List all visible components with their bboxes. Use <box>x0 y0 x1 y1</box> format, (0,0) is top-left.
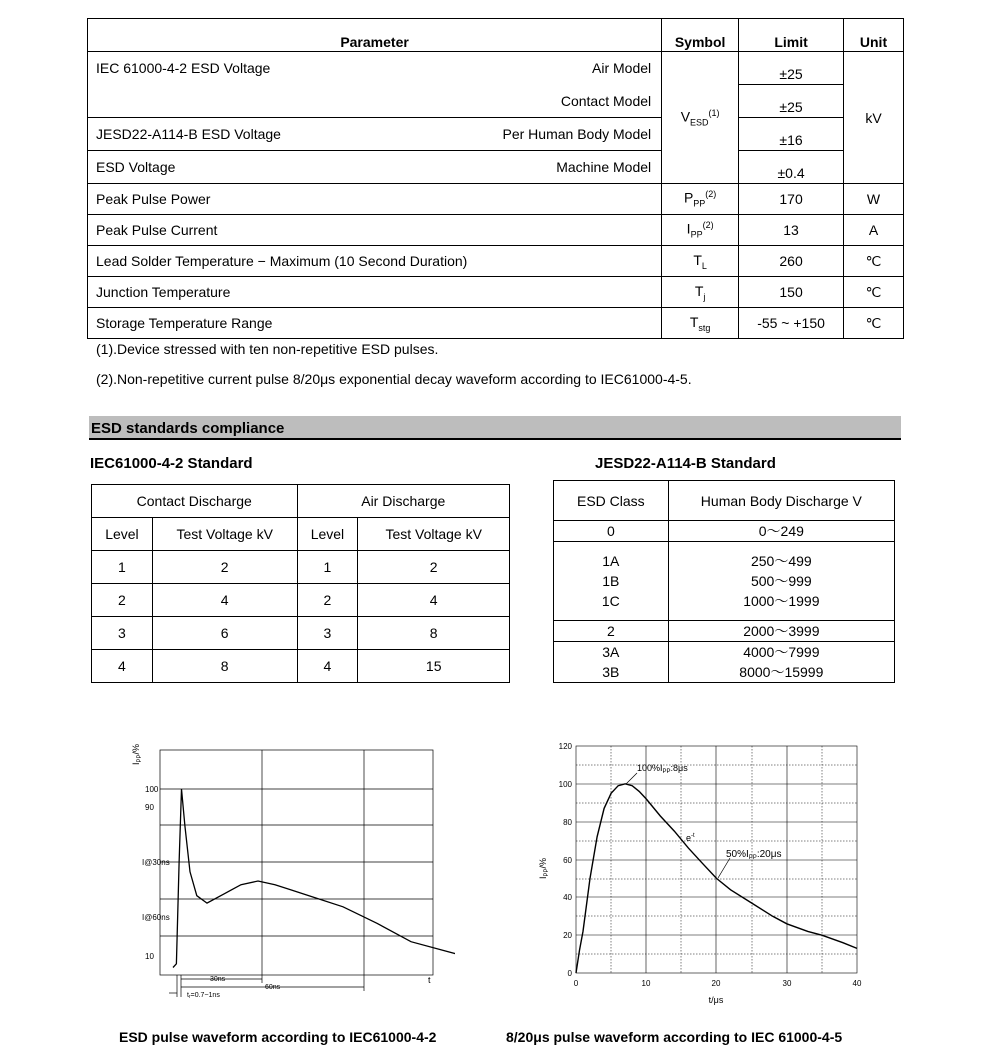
table-cell: 8 <box>358 617 510 650</box>
esd-row-mm <box>88 151 904 184</box>
voltage-header: Test Voltage kV <box>358 518 510 551</box>
section-title: ESD standards compliance <box>91 420 285 437</box>
symbol-main: T <box>693 251 702 268</box>
esd-unit: kV <box>844 52 904 184</box>
surge-pulse-curve <box>576 784 857 973</box>
rating-row <box>88 277 904 308</box>
symbol-sub: stg <box>698 322 711 333</box>
esd-row-hbm <box>88 118 904 151</box>
class-value: 1B <box>602 573 620 589</box>
limit-cell: ±0.4 <box>739 151 844 184</box>
param-model: Machine Model <box>556 159 652 175</box>
chart2-ytick: 80 <box>563 818 572 827</box>
voltage-value: 4000～7999 <box>743 644 820 660</box>
note-1: (1).Device stressed with ten non-repetitive ESD pulses. <box>96 341 439 357</box>
param-cell <box>88 85 662 118</box>
rating-row <box>88 246 904 277</box>
max-ratings-table <box>87 18 904 339</box>
jesd-table <box>553 480 895 683</box>
ann-100pct: $100\%I_{PP}:8\mu s$ <box>637 763 688 775</box>
table-cell: 15 <box>358 650 510 683</box>
esd-row-air <box>88 52 904 85</box>
chart1-xlabel: t <box>428 975 431 985</box>
param-cell <box>88 52 662 85</box>
unit-cell: W <box>844 184 904 215</box>
symbol-cell <box>662 246 739 277</box>
table-cell: 4 <box>297 650 358 683</box>
param-name: IEC 61000-4-2 ESD Voltage <box>96 60 271 77</box>
class-value: 1A <box>602 553 620 569</box>
param-name: Storage Temperature Range <box>88 308 662 339</box>
class-value: 3A <box>602 644 620 660</box>
hbm-header: Human Body Discharge V <box>668 481 894 521</box>
symbol-main: T <box>689 313 699 330</box>
voltage-value: 8000～15999 <box>739 664 824 680</box>
param-cell <box>88 118 662 151</box>
chart2-yticks <box>559 742 573 978</box>
chart2-xtick: 30 <box>782 979 792 988</box>
table-row <box>554 621 895 642</box>
esd-class-header: ESD Class <box>554 481 669 521</box>
chart1-grid <box>160 750 433 975</box>
limit-cell: 13 <box>739 215 844 246</box>
esd-pulse-curve <box>173 789 455 968</box>
table-row <box>92 617 510 650</box>
voltage-value: 250～499 <box>750 553 812 569</box>
chart1-ytick: 90 <box>145 803 154 812</box>
symbol-main: V <box>680 108 691 125</box>
limit-cell: ±25 <box>739 85 844 118</box>
chart2-ytick: 60 <box>563 856 572 865</box>
level-header: Level <box>92 518 153 551</box>
esd-row-contact <box>88 85 904 118</box>
voltage-cell <box>668 642 894 683</box>
param-name: JESD22-A114-B ESD Voltage <box>96 126 281 142</box>
table-cell: 2 <box>92 584 153 617</box>
ann-rise-time: tr=0.7~1ns <box>187 992 220 1000</box>
header-limit: Limit <box>739 19 844 52</box>
air-discharge-header: Air Discharge <box>297 485 510 518</box>
rating-row <box>88 308 904 339</box>
chart2-ytick: 120 <box>558 742 572 751</box>
symbol-main: P <box>683 189 694 206</box>
chart1-ylabel: $I_{PP}/\%$ <box>131 743 143 765</box>
symbol-sup: (2) <box>705 189 717 200</box>
chart2-xtick: 20 <box>711 979 721 988</box>
chart1-ytick: I@60ns <box>142 913 170 922</box>
limit-cell: -55 ~ +150 <box>739 308 844 339</box>
chart2-xticks <box>574 979 862 988</box>
limit-cell: 150 <box>739 277 844 308</box>
table-cell: 6 <box>152 617 297 650</box>
symbol-sub: PP <box>693 198 706 209</box>
param-name: Peak Pulse Power <box>88 184 662 215</box>
chart2-xlabel: t/μs <box>708 995 724 1005</box>
table-row <box>92 650 510 683</box>
table-cell: 2 <box>152 551 297 584</box>
class-cell <box>554 642 669 683</box>
symbol-cell <box>662 308 739 339</box>
ann-50pct: $50\%I_{PP}:20\mu s$ <box>726 849 782 861</box>
unit-cell: A <box>844 215 904 246</box>
level-header: Level <box>297 518 358 551</box>
table-row <box>92 584 510 617</box>
esd-symbol <box>662 52 739 184</box>
table-cell: 4 <box>358 584 510 617</box>
table-cell: 1 <box>297 551 358 584</box>
symbol-cell <box>662 184 739 215</box>
table-cell: 3 <box>92 617 153 650</box>
symbol-sup: (2) <box>702 220 714 231</box>
voltage-value: 500～999 <box>750 573 812 589</box>
surge-pulse-chart <box>530 735 870 1010</box>
table-cell: 4 <box>92 650 153 683</box>
header-parameter: Parameter <box>88 19 662 52</box>
limit-cell: ±25 <box>739 52 844 85</box>
chart1-caption: ESD pulse waveform according to IEC61000-4-2 <box>119 1029 437 1045</box>
limit-cell: 260 <box>739 246 844 277</box>
symbol-cell <box>662 215 739 246</box>
voltage-cell: 0～249 <box>668 521 894 542</box>
table-cell: 2 <box>358 551 510 584</box>
iec-table <box>91 484 510 683</box>
voltage-value: 1000～1999 <box>743 593 820 609</box>
ann-30ns: 30ns <box>210 976 226 983</box>
chart2-ytick: 100 <box>558 780 572 789</box>
ratings-header-row <box>88 19 904 52</box>
symbol-sub: ESD <box>690 117 709 128</box>
class-value: 1C <box>601 593 620 609</box>
param-model: Contact Model <box>560 92 652 109</box>
iec-header-row <box>92 518 510 551</box>
param-name: Lead Solder Temperature − Maximum (10 Second Duration) <box>88 246 662 277</box>
class-value: 3B <box>602 664 620 680</box>
table-cell: 8 <box>152 650 297 683</box>
chart2-ylabel: $I_{PP}/\%$ <box>538 857 550 879</box>
chart2-ytick: 20 <box>563 931 572 940</box>
param-name: Peak Pulse Current <box>88 215 662 246</box>
table-cell: 2 <box>297 584 358 617</box>
table-cell: 3 <box>297 617 358 650</box>
symbol-cell <box>662 277 739 308</box>
voltage-header: Test Voltage kV <box>152 518 297 551</box>
symbol-sub: j <box>703 291 706 302</box>
symbol-main: I <box>686 220 691 237</box>
esd-pulse-chart <box>125 735 455 1005</box>
chart1-ytick: 10 <box>145 952 154 961</box>
rating-row <box>88 184 904 215</box>
limit-cell: 170 <box>739 184 844 215</box>
rating-row <box>88 215 904 246</box>
param-name: Junction Temperature <box>88 277 662 308</box>
symbol-main: T <box>694 282 704 299</box>
symbol-sub: L <box>701 260 707 271</box>
class-cell <box>554 542 669 621</box>
unit-cell: ℃ <box>844 246 904 277</box>
param-model: Air Model <box>592 60 652 77</box>
header-symbol: Symbol <box>662 19 739 52</box>
unit-cell: ℃ <box>844 277 904 308</box>
iec-group-row <box>92 485 510 518</box>
jesd-header-row <box>554 481 895 521</box>
contact-discharge-header: Contact Discharge <box>92 485 298 518</box>
chart2-ytick: 40 <box>563 893 572 902</box>
chart2-xtick: 0 <box>573 979 579 988</box>
chart2-xtick: 10 <box>641 979 651 988</box>
table-row <box>554 642 895 683</box>
unit-cell: ℃ <box>844 308 904 339</box>
voltage-cell <box>668 542 894 621</box>
chart2-grid <box>576 746 857 973</box>
param-model: Per Human Body Model <box>502 126 652 142</box>
symbol-sup: (1) <box>708 107 720 118</box>
jesd-standard-title: JESD22-A114-B Standard <box>595 455 776 472</box>
limit-cell: ±16 <box>739 118 844 151</box>
table-row <box>92 551 510 584</box>
chart2-xtick: 40 <box>852 979 862 988</box>
note-2: (2).Non-repetitive current pulse 8/20μs exponential decay waveform according to IEC61000-4-5. <box>96 371 692 387</box>
chart2-caption: 8/20μs pulse waveform according to IEC 61000-4-5 <box>506 1029 843 1045</box>
voltage-cell: 2000～3999 <box>668 621 894 642</box>
param-name: ESD Voltage <box>96 159 176 175</box>
ann-60ns: 60ns <box>265 984 281 991</box>
param-cell <box>88 151 662 184</box>
header-unit: Unit <box>844 19 904 52</box>
table-cell: 1 <box>92 551 153 584</box>
chart2-ytick: 0 <box>567 969 572 978</box>
table-row <box>554 542 895 621</box>
symbol-sub: PP <box>690 229 703 240</box>
table-cell: 4 <box>152 584 297 617</box>
ann-exp-decay: $e^{-t}$ <box>686 833 695 843</box>
iec-standard-title: IEC61000-4-2 Standard <box>90 455 253 472</box>
class-cell: 2 <box>554 621 669 642</box>
chart2-annotation-arrows <box>626 773 730 878</box>
section-header-bar <box>89 416 901 440</box>
chart1-ytick: I@30ns <box>142 858 170 867</box>
table-row <box>554 521 895 542</box>
class-cell: 0 <box>554 521 669 542</box>
chart1-ytick: 100 <box>145 785 159 794</box>
